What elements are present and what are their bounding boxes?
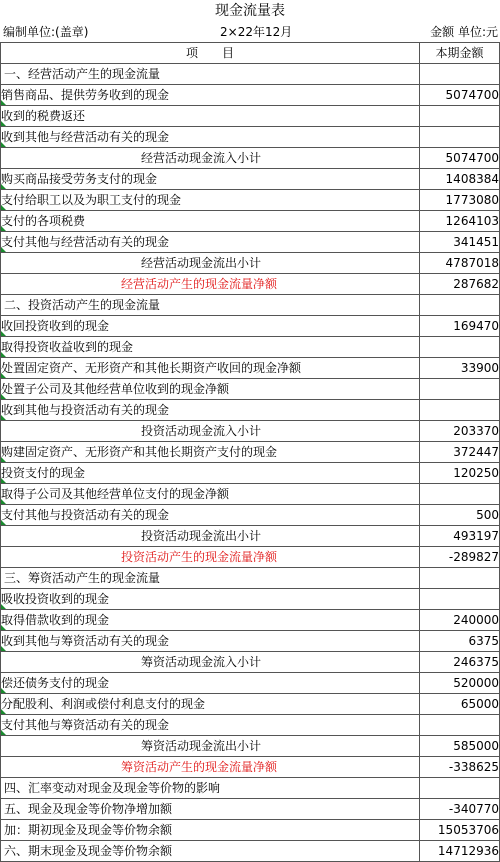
row-label-cell[interactable]: 销售商品、提供劳务收到的现金 [1,85,420,106]
row-label-cell[interactable]: 收到其他与投资活动有关的现金 [1,400,420,421]
table-row [1,631,500,652]
row-amount-cell[interactable] [420,589,500,610]
header-item-cell: 项 目 [1,43,420,64]
table-row [1,526,500,547]
cell-note-marker-icon [1,730,6,735]
row-label-cell[interactable]: 处置子公司及其他经营单位收到的现金净额 [1,379,420,400]
sheet-title: 现金流量表 [215,3,285,19]
table-row [1,85,500,106]
row-label-cell[interactable]: 筹资活动现金流出小计 [1,736,420,757]
row-label-cell[interactable]: 三、筹资活动产生的现金流量 [1,568,420,589]
cell-note-marker-icon [1,394,6,399]
row-amount-cell[interactable] [420,484,500,505]
row-label-cell[interactable]: 五、现金及现金等价物净增加额 [1,799,420,820]
row-amount-cell[interactable] [420,337,500,358]
table-row [1,316,500,337]
cell-note-marker-icon [1,625,6,630]
row-label-cell[interactable]: 经营活动产生的现金流量净额 [1,274,420,295]
row-amount-cell[interactable] [420,127,500,148]
table-row [1,610,500,631]
cell-note-marker-icon [1,478,6,483]
table-row [1,211,500,232]
row-label-cell[interactable]: 投资活动现金流入小计 [1,421,420,442]
cell-note-marker-icon [1,499,6,504]
table-row [1,169,500,190]
row-amount-cell[interactable] [420,715,500,736]
row-amount-cell[interactable]: 500 [420,505,500,526]
row-amount-cell[interactable] [420,106,500,127]
table-row [1,841,500,862]
row-label-cell[interactable]: 支付其他与投资活动有关的现金 [1,505,420,526]
table-row [1,589,500,610]
row-label-cell[interactable]: 吸收投资收到的现金 [1,589,420,610]
table-row [1,337,500,358]
row-label-cell[interactable]: 投资活动产生的现金流量净额 [1,547,420,568]
row-label-cell[interactable]: 投资支付的现金 [1,463,420,484]
table-row [1,190,500,211]
cell-note-marker-icon [1,226,6,231]
row-amount-cell[interactable]: 120250 [420,463,500,484]
row-label-cell[interactable]: 经营活动现金流入小计 [1,148,420,169]
row-label-cell[interactable]: 购建固定资产、无形资产和其他长期资产支付的现金 [1,442,420,463]
table-row [1,295,500,316]
cell-note-marker-icon [1,247,6,252]
table-row [1,64,500,85]
row-amount-cell[interactable]: 169470 [420,316,500,337]
table-row [1,274,500,295]
cash-flow-table [0,42,500,862]
row-amount-cell[interactable] [420,64,500,85]
cell-note-marker-icon [1,709,6,714]
row-amount-cell[interactable]: 1264103 [420,211,500,232]
row-amount-cell[interactable]: -289827 [420,547,500,568]
table-row [1,400,500,421]
row-label-cell[interactable]: 取得借款收到的现金 [1,610,420,631]
table-row [1,757,500,778]
row-label-cell[interactable]: 取得投资收益收到的现金 [1,337,420,358]
cell-note-marker-icon [1,457,6,462]
row-label-cell[interactable]: 取得子公司及其他经营单位支付的现金净额 [1,484,420,505]
header-amount-cell: 本期金额 [420,43,500,64]
row-amount-cell[interactable] [420,778,500,799]
row-amount-cell[interactable]: 203370 [420,421,500,442]
table-row [1,673,500,694]
row-label-cell[interactable]: 一、经营活动产生的现金流量 [1,64,420,85]
row-label-cell[interactable]: 收到其他与筹资活动有关的现金 [1,631,420,652]
row-amount-cell[interactable]: 14712936 [420,841,500,862]
table-row [1,421,500,442]
row-label-cell[interactable]: 收到的税费返还 [1,106,420,127]
cell-note-marker-icon [1,352,6,357]
cell-note-marker-icon [1,688,6,693]
row-amount-cell[interactable] [420,400,500,421]
row-amount-cell[interactable]: -338625 [420,757,500,778]
row-label-cell[interactable]: 处置固定资产、无形资产和其他长期资产收回的现金净额 [1,358,420,379]
row-label-cell[interactable]: 二、投资活动产生的现金流量 [1,295,420,316]
table-row [1,358,500,379]
cell-note-marker-icon [1,415,6,420]
table-row [1,442,500,463]
row-amount-cell[interactable]: 341451 [420,232,500,253]
table-row [1,148,500,169]
row-amount-cell[interactable]: 493197 [420,526,500,547]
row-label-cell[interactable]: 支付给职工以及为职工支付的现金 [1,190,420,211]
table-row [1,736,500,757]
row-amount-cell[interactable]: 246375 [420,652,500,673]
table-row [1,568,500,589]
cell-note-marker-icon [1,520,6,525]
cell-note-marker-icon [1,205,6,210]
row-amount-cell[interactable]: 5074700 [420,85,500,106]
table-row [1,106,500,127]
row-label-cell[interactable]: 六、期末现金及现金等价物余额 [1,841,420,862]
table-row [1,505,500,526]
table-row [1,484,500,505]
row-label-cell[interactable]: 偿还债务支付的现金 [1,673,420,694]
table-row [1,778,500,799]
cell-note-marker-icon [1,646,6,651]
row-amount-cell[interactable]: 240000 [420,610,500,631]
row-amount-cell[interactable]: 585000 [420,736,500,757]
row-amount-cell[interactable]: 6375 [420,631,500,652]
row-label-cell[interactable]: 经营活动现金流出小计 [1,253,420,274]
cell-note-marker-icon [1,331,6,336]
row-label-cell[interactable]: 筹资活动现金流入小计 [1,652,420,673]
row-amount-cell[interactable]: 15053706 [420,820,500,841]
row-label-cell[interactable]: 筹资活动产生的现金流量净额 [1,757,420,778]
cell-note-marker-icon [1,184,6,189]
row-label-cell[interactable]: 加：期初现金及现金等价物余额 [1,820,420,841]
table-row [1,232,500,253]
table-row [1,652,500,673]
row-amount-cell[interactable]: 372447 [420,442,500,463]
table-row [1,715,500,736]
preparer-unit-label: 编制单位:(盖章) [3,25,89,39]
row-label-cell[interactable]: 收到其他与经营活动有关的现金 [1,127,420,148]
table-row [1,127,500,148]
row-amount-cell[interactable] [420,568,500,589]
row-amount-cell[interactable]: -340770 [420,799,500,820]
row-label-cell[interactable]: 购买商品接受劳务支付的现金 [1,169,420,190]
row-label-cell[interactable]: 收回投资收到的现金 [1,316,420,337]
table-row [1,547,500,568]
row-label-cell[interactable]: 四、汇率变动对现金及现金等价物的影响 [1,778,420,799]
row-amount-cell[interactable]: 65000 [420,694,500,715]
row-amount-cell[interactable]: 520000 [420,673,500,694]
cell-note-marker-icon [1,373,6,378]
table-row [1,694,500,715]
cell-note-marker-icon [1,604,6,609]
report-period: 2×22年12月 [220,25,293,39]
row-label-cell[interactable]: 分配股利、利润或偿付利息支付的现金 [1,694,420,715]
table-row [1,463,500,484]
row-amount-cell[interactable] [420,379,500,400]
cell-note-marker-icon [1,142,6,147]
row-label-cell[interactable]: 支付其他与筹资活动有关的现金 [1,715,420,736]
row-amount-cell[interactable]: 1773080 [420,190,500,211]
table-header-row [1,43,500,64]
row-label-cell[interactable]: 投资活动现金流出小计 [1,526,420,547]
row-amount-cell[interactable] [420,295,500,316]
row-amount-cell[interactable]: 287682 [420,274,500,295]
currency-unit-label: 金额 单位:元 [430,25,498,39]
table-row [1,253,500,274]
row-amount-cell[interactable]: 33900 [420,358,500,379]
row-label-cell[interactable]: 支付其他与经营活动有关的现金 [1,232,420,253]
row-amount-cell[interactable]: 5074700 [420,148,500,169]
table-row [1,799,500,820]
row-amount-cell[interactable]: 4787018 [420,253,500,274]
cell-note-marker-icon [1,121,6,126]
row-amount-cell[interactable]: 1408384 [420,169,500,190]
table-row [1,379,500,400]
cell-note-marker-icon [1,100,6,105]
table-row [1,820,500,841]
row-label-cell[interactable]: 支付的各项税费 [1,211,420,232]
